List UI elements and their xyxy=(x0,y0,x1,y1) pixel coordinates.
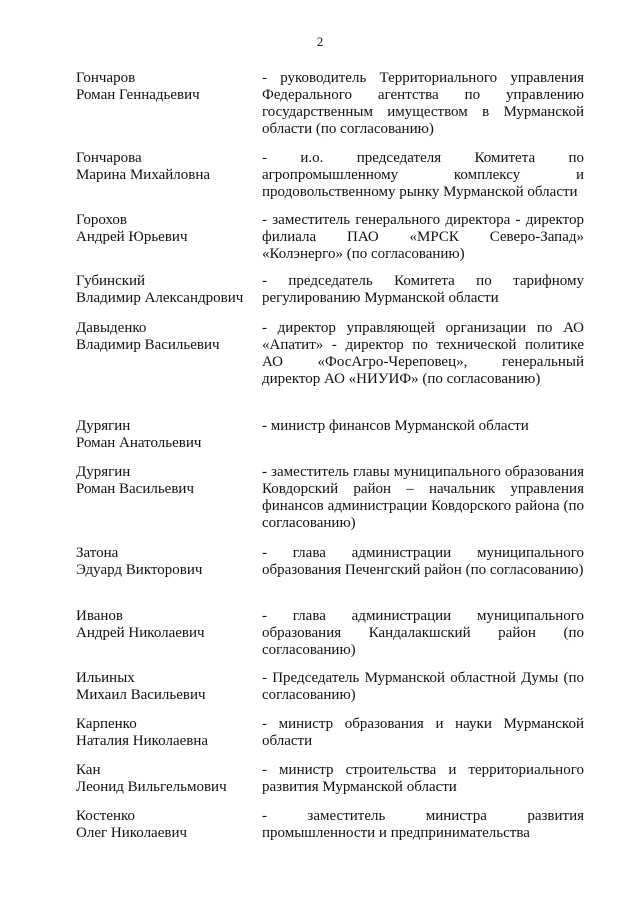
member-position: - министр строительства и территориального развития Мурманской области xyxy=(262,762,584,795)
member-name xyxy=(76,808,256,842)
member-surname: Ильиных xyxy=(76,670,135,686)
member-given-names: Андрей Юрьевич xyxy=(76,229,188,245)
member-given-names: Наталия Николаевна xyxy=(76,733,209,749)
member-name xyxy=(76,670,256,704)
member-name xyxy=(76,212,256,246)
member-position: - заместитель генерального директора - директор филиала ПАО «МРСК Северо-Запад» «Колэнерго» (по согласованию) xyxy=(262,212,584,262)
member-given-names: Роман Анатольевич xyxy=(76,435,202,451)
member-given-names: Леонид Вильгельмович xyxy=(76,779,227,795)
member-position: - директор управляющей организации по АО «Апатит» - директор по технической политике АО «ФосАгро-Череповец», генеральный директор АО «НИУИФ» (по согласованию) xyxy=(262,320,584,387)
member-name xyxy=(76,545,256,579)
member-name xyxy=(76,464,256,498)
member-given-names: Роман Васильевич xyxy=(76,481,194,497)
member-name xyxy=(76,762,256,796)
member-surname: Гончарова xyxy=(76,150,142,166)
member-name xyxy=(76,273,256,307)
member-surname: Кан xyxy=(76,762,101,778)
member-given-names: Владимир Александрович xyxy=(76,290,244,306)
member-surname: Иванов xyxy=(76,608,123,624)
member-surname: Гончаров xyxy=(76,70,136,86)
member-given-names: Владимир Васильевич xyxy=(76,337,220,353)
member-surname: Губинский xyxy=(76,273,146,289)
member-name xyxy=(76,418,256,452)
member-position: - заместитель министра развития промышленности и предпринимательства xyxy=(262,808,584,841)
member-given-names: Андрей Николаевич xyxy=(76,625,205,641)
member-position: - председатель Комитета по тарифному регулированию Мурманской области xyxy=(262,273,584,306)
member-given-names: Михаил Васильевич xyxy=(76,687,206,703)
member-position: - руководитель Территориального управления Федерального агентства по управлению государственным имуществом в Мурманской области (по согласованию) xyxy=(262,70,584,137)
member-position: - министр образования и науки Мурманской области xyxy=(262,716,584,749)
member-surname: Карпенко xyxy=(76,716,137,732)
member-position: - министр финансов Мурманской области xyxy=(262,418,529,434)
member-surname: Дурягин xyxy=(76,418,131,434)
member-position: - Председатель Мурманской областной Думы (по согласованию) xyxy=(262,670,584,703)
member-name xyxy=(76,70,256,104)
member-surname: Дурягин xyxy=(76,464,131,480)
member-name xyxy=(76,320,256,354)
member-position: - и.о. председателя Комитета по агропромышленному комплексу и продовольственному рынку Мурманской области xyxy=(262,150,584,200)
member-name xyxy=(76,150,256,184)
member-given-names: Олег Николаевич xyxy=(76,825,188,841)
member-surname: Костенко xyxy=(76,808,136,824)
member-position: - глава администрации муниципального образования Печенгский район (по согласованию) xyxy=(262,545,584,578)
member-given-names: Марина Михайловна xyxy=(76,167,211,183)
page-number: 2 xyxy=(316,34,324,49)
member-surname: Затона xyxy=(76,545,119,561)
member-given-names: Эдуард Викторович xyxy=(76,562,203,578)
member-name xyxy=(76,608,256,642)
member-given-names: Роман Геннадьевич xyxy=(76,87,200,103)
member-surname: Давыденко xyxy=(76,320,147,336)
member-position: - глава администрации муниципального образования Кандалакшский район (по согласованию) xyxy=(262,608,584,658)
member-surname: Горохов xyxy=(76,212,127,228)
member-position: - заместитель главы муниципального образования Ковдорский район – начальник управления финансов администрации Ковдорского района (по согласованию) xyxy=(262,464,584,531)
member-name xyxy=(76,716,256,750)
